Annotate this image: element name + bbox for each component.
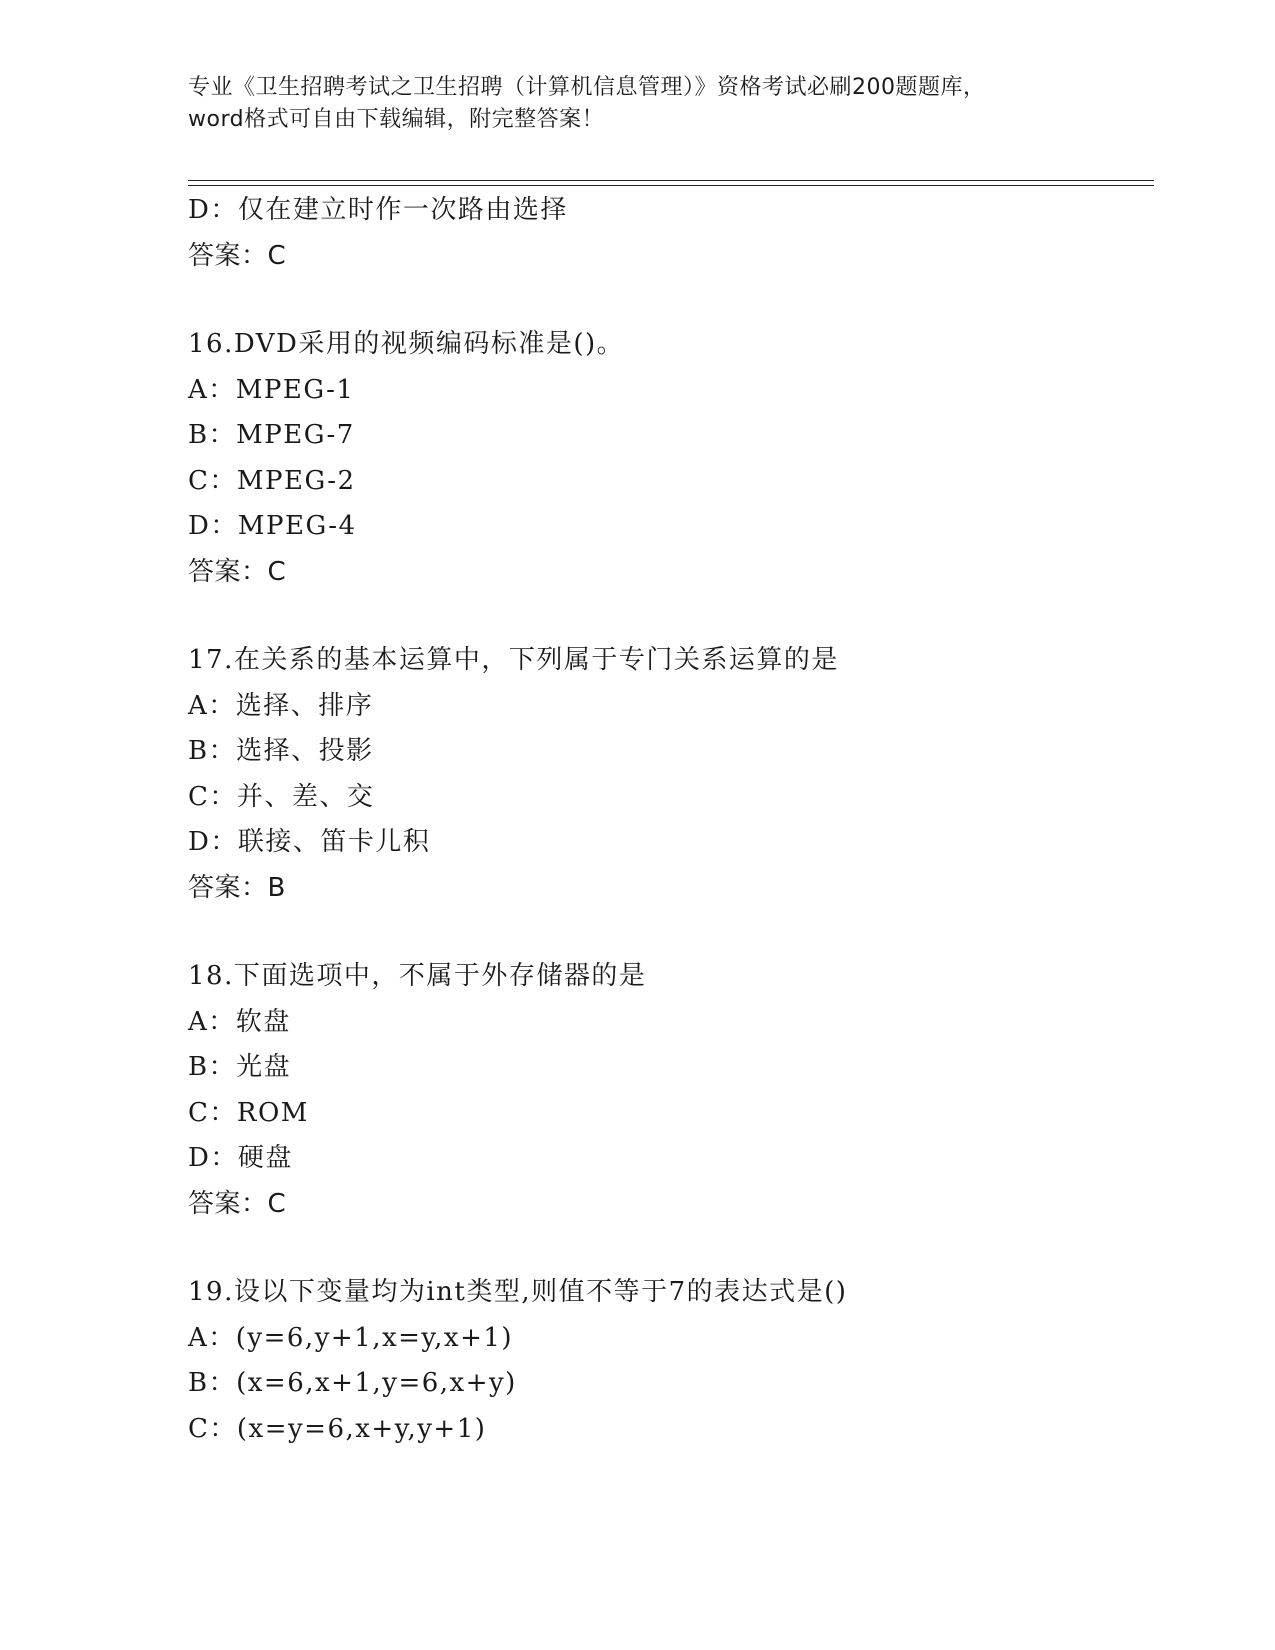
option-d: D：硬盘 (188, 1143, 293, 1173)
question-16 (188, 322, 1148, 595)
option-b: B：(x=6,x+1,y=6,x+y) (188, 1368, 517, 1398)
question-stem: 17.在关系的基本运算中，下列属于专门关系运算的是 (188, 645, 839, 675)
option-a: A：(y=6,y+1,x=y,x+1) (188, 1322, 514, 1353)
option-c: C：ROM (188, 1097, 309, 1128)
question-list (188, 188, 1148, 1452)
option-d: D：联接、笛卡儿积 (188, 827, 431, 857)
question-stem: 19.设以下变量均为int类型,则值不等于7的表达式是() (188, 1277, 848, 1307)
question-stem: 18.下面选项中，不属于外存储器的是 (188, 961, 647, 991)
option-a: A：MPEG-1 (188, 374, 355, 405)
question-stem: 16.DVD采用的视频编码标准是()。 (188, 329, 625, 359)
option-c: C：MPEG-2 (188, 465, 356, 496)
header-line-2: word格式可自由下载编辑，附完整答案！ (188, 107, 605, 132)
header-line-1: 专业《卫生招聘考试之卫生招聘（计算机信息管理）》资格考试必刷200题题库， (188, 75, 986, 100)
option-a: A：选择、排序 (188, 690, 374, 721)
answer-line: 答案：B (188, 872, 286, 903)
question-17 (188, 638, 1148, 911)
header-divider-top (188, 180, 1154, 181)
option-b: B：光盘 (188, 1052, 292, 1082)
document-header (188, 72, 1108, 136)
option-c: C：并、差、交 (188, 781, 375, 812)
option-a: A：软盘 (188, 1006, 291, 1037)
option-b: B：选择、投影 (188, 736, 374, 766)
option-d: D：仅在建立时作一次路由选择 (188, 195, 568, 225)
option-b: B：MPEG-7 (188, 420, 355, 450)
answer-line: 答案：C (188, 556, 287, 587)
question-19 (188, 1270, 1148, 1452)
option-d: D：MPEG-4 (188, 511, 357, 541)
option-c: C：(x=y=6,x+y,y+1) (188, 1413, 487, 1444)
answer-line: 答案：C (188, 240, 287, 271)
question-18 (188, 954, 1148, 1227)
header-divider-bottom (188, 185, 1154, 186)
answer-line: 答案：C (188, 1188, 287, 1219)
